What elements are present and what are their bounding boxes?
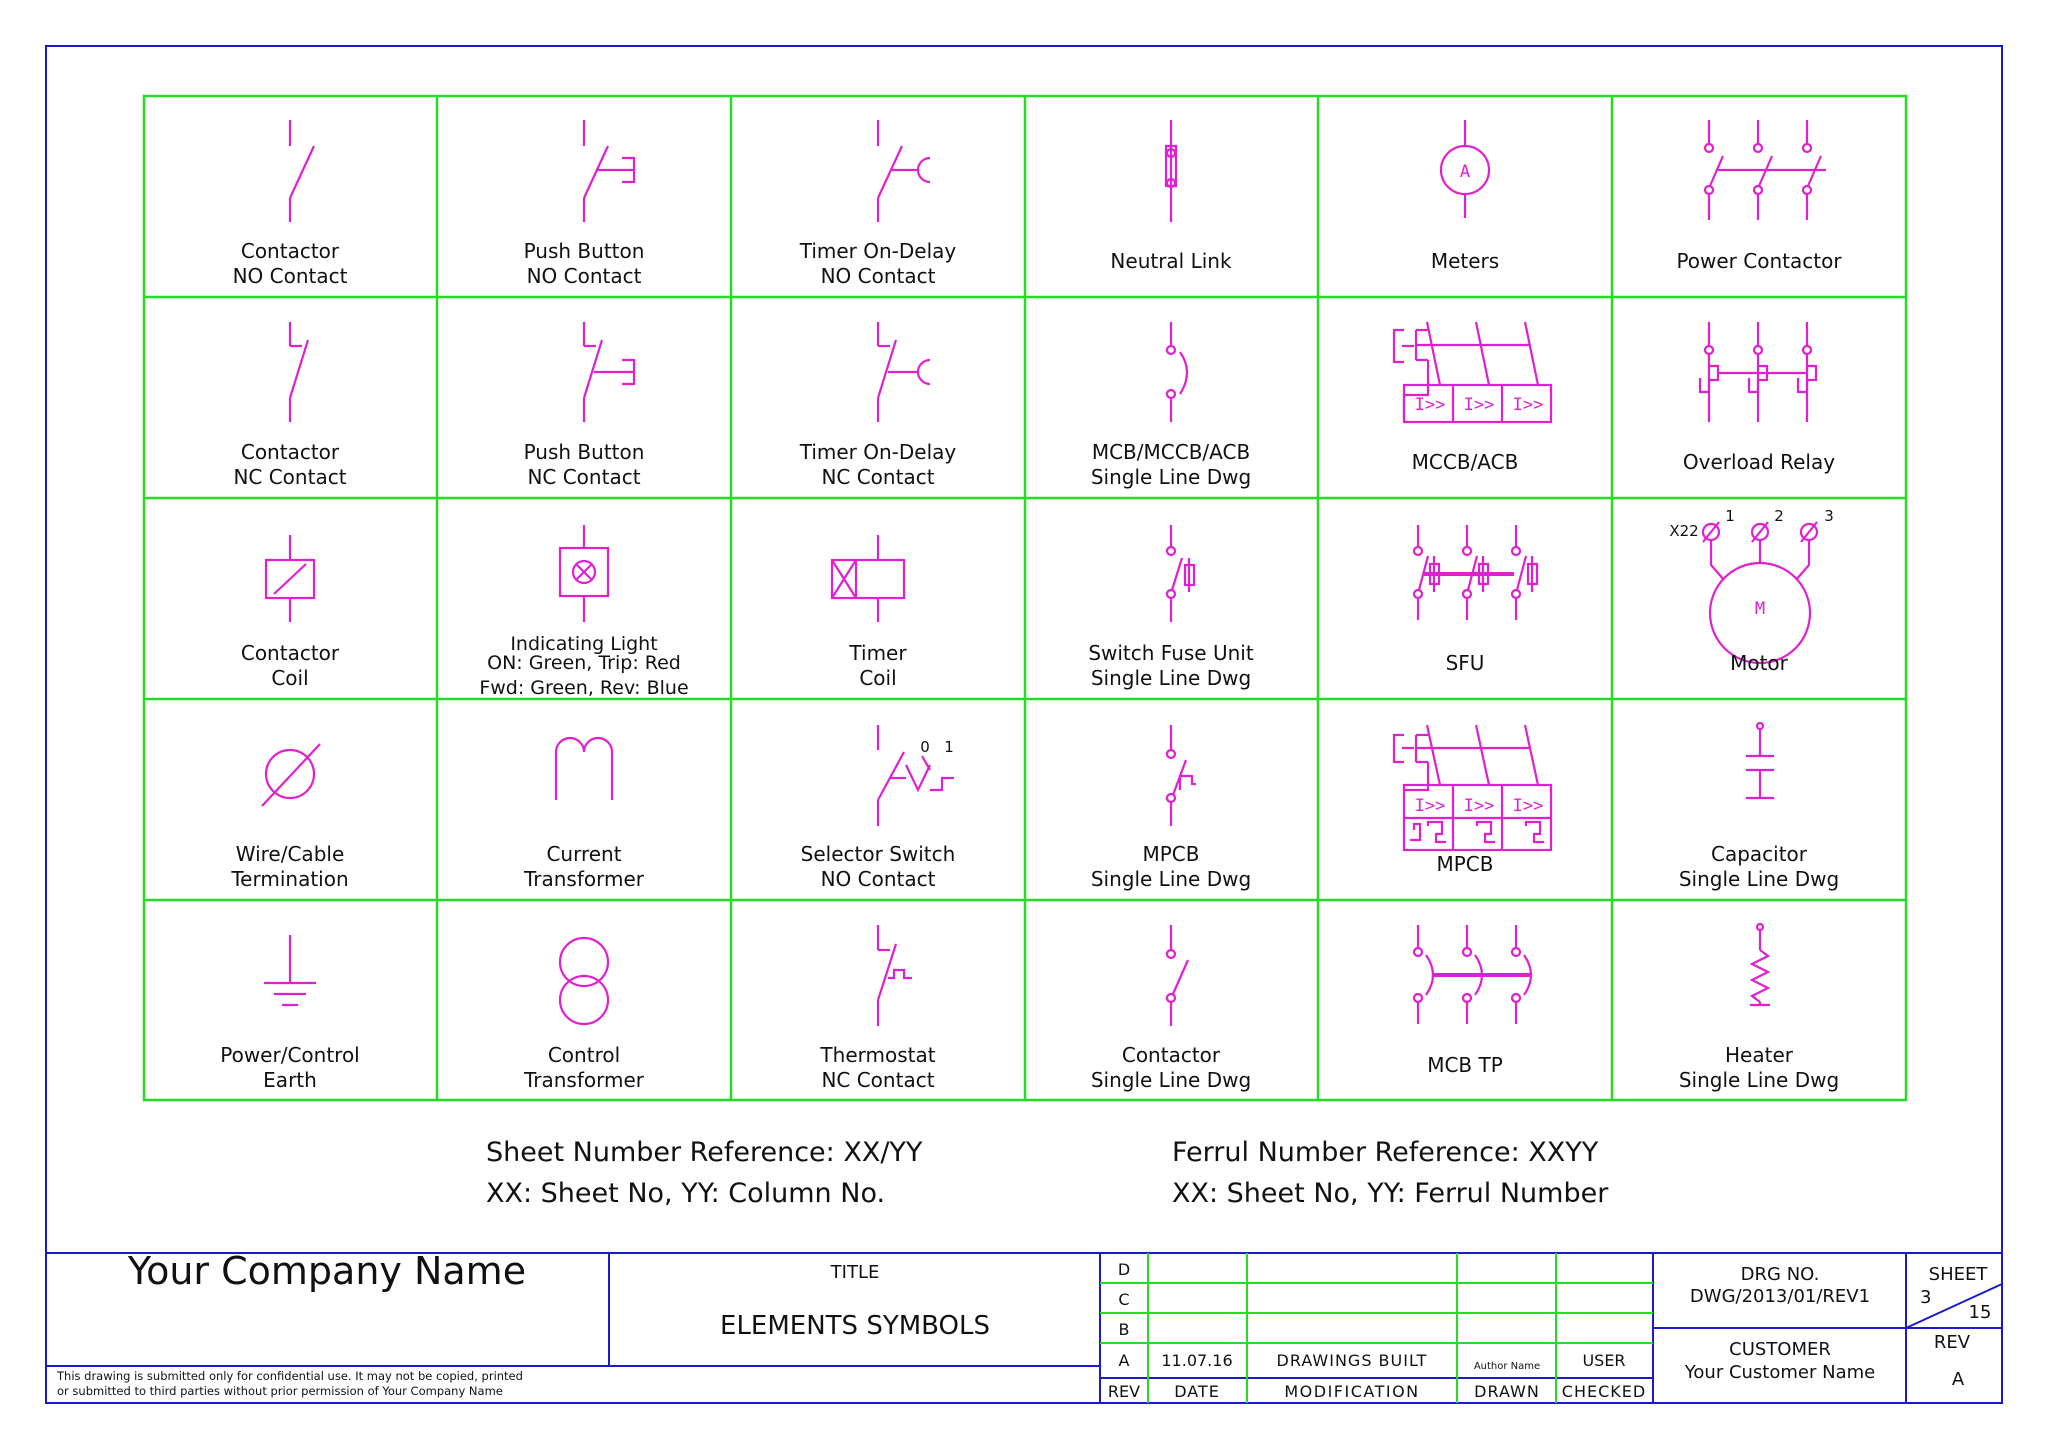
selector-switch-label-line2: NO Contact [820,867,936,891]
timer-ondelay-nc-symbol [878,322,930,422]
selector-switch-symbol [878,725,954,826]
current-transformer-label-line2: Transformer [523,867,645,891]
customer-label: CUSTOMER [1729,1339,1831,1360]
title-block [46,1249,2002,1403]
drg-number: DWG/2013/01/REV1 [1689,1286,1871,1307]
motor-phase-2: 2 [1774,507,1784,525]
motor-terminal-label: X22 [1669,522,1699,540]
mcb-tp-symbol [1414,925,1531,1024]
thermostat-label-line2: NC Contact [821,1068,935,1092]
rev-row-b: B [1118,1320,1130,1339]
references [486,1137,1609,1209]
rev-value: A [1951,1369,1965,1390]
drg-label: DRG NO. [1740,1264,1820,1285]
mpcb-single-line-label-line2: Single Line Dwg [1090,867,1252,891]
timer-ondelay-nc-label-line1: Timer On-Delay [799,440,957,464]
indicating-light-symbol [560,525,608,622]
motor-label-line1: Motor [1730,651,1788,675]
wire-termination-symbol [262,744,320,806]
pushbutton-no-symbol [584,120,634,222]
motor-symbol [1669,507,1833,663]
meters-label-line1: Meters [1430,249,1500,273]
mccb-acb-label-line1: MCCB/ACB [1411,450,1519,474]
rev-label: REV [1933,1332,1971,1353]
row-a-date: 11.07.16 [1161,1351,1233,1370]
current-transformer-label-line1: Current [546,842,622,866]
timer-coil-symbol [832,535,904,622]
selector-switch-label-line1: Selector Switch [800,842,956,866]
heater-symbol [1750,924,1770,1005]
control-transformer-label-line1: Control [547,1043,621,1067]
header-date: DATE [1174,1382,1220,1401]
heater-label-line2: Single Line Dwg [1678,1068,1840,1092]
contactor-no-label-line2: NO Contact [232,264,348,288]
header-checked: CHECKED [1561,1382,1647,1401]
power-contactor-symbol [1705,120,1826,220]
sheet-label: SHEET [1928,1264,1988,1285]
header-modification: MODIFICATION [1284,1382,1420,1401]
contactor-single-line-label-line1: Contactor [1121,1043,1221,1067]
timer-ondelay-no-symbol [878,120,930,222]
capacitor-label-line2: Single Line Dwg [1678,867,1840,891]
sheet-number: 3 [1920,1287,1932,1308]
mpcb-trip-2: I>> [1463,796,1495,816]
capacitor-label-line1: Capacitor [1710,842,1808,866]
symbol-grid [144,96,1906,1100]
sfu-label-line1: SFU [1445,651,1485,675]
earth-label-line2: Earth [263,1068,317,1092]
row-a-modification: DRAWINGS BUILT [1276,1351,1428,1370]
motor-phase-1: 1 [1725,507,1735,525]
mccb-trip-1: I>> [1414,395,1446,415]
control-transformer-symbol [560,938,608,1024]
earth-symbol [264,935,316,1005]
capacitor-symbol [1746,723,1774,798]
drawing-title: ELEMENTS SYMBOLS [720,1311,990,1341]
pushbutton-nc-label-line1: Push Button [523,440,645,464]
mpcb-single-line-label-line1: MPCB [1142,842,1200,866]
timer-coil-label-line2: Coil [859,666,897,690]
disclaimer-line1: This drawing is submitted only for confidential use. It may not be copied, printed [57,1369,523,1383]
timer-ondelay-no-label-line2: NO Contact [820,264,936,288]
mcb-single-line-label-line2: Single Line Dwg [1090,465,1252,489]
pushbutton-nc-symbol [584,322,634,422]
motor-phase-3: 3 [1824,507,1834,525]
switch-fuse-unit-label-line1: Switch Fuse Unit [1088,641,1254,665]
mpcb-symbol [1394,725,1551,850]
earth-label-line1: Power/Control [220,1043,360,1067]
ferrul-reference-line2: XX: Sheet No, YY: Ferrul Number [1172,1178,1609,1209]
header-rev: REV [1107,1382,1141,1401]
row-a-checked: USER [1582,1351,1626,1370]
rev-row-d: D [1117,1260,1131,1279]
contactor-single-line-label-line2: Single Line Dwg [1090,1068,1252,1092]
sheet-reference-line1: Sheet Number Reference: XX/YY [486,1137,923,1168]
mcb-tp-label-line1: MCB TP [1427,1053,1503,1077]
mcb-single-line-label-line1: MCB/MCCB/ACB [1091,440,1251,464]
switch-fuse-unit-symbol [1167,525,1194,622]
neutral-link-symbol [1166,120,1176,222]
pushbutton-nc-label-line2: NC Contact [527,465,641,489]
customer-name: Your Customer Name [1684,1362,1876,1383]
overload-relay-label-line1: Overload Relay [1682,450,1836,474]
mccb-trip-3: I>> [1512,395,1544,415]
wire-termination-label-line1: Wire/Cable [235,842,345,866]
selector-pos-0: 0 [920,738,930,756]
pushbutton-no-label-line1: Push Button [523,239,645,263]
rev-row-a: A [1118,1351,1130,1370]
rev-row-c: C [1118,1290,1130,1309]
motor-letter: M [1754,599,1766,619]
company-name: Your Company Name [127,1249,527,1293]
indicating-light-label-line2: ON: Green, Trip: Red [487,652,681,674]
overload-relay-symbol [1700,322,1816,422]
heater-label-line1: Heater [1725,1043,1793,1067]
power-contactor-label-line1: Power Contactor [1676,249,1842,273]
ferrul-reference-line1: Ferrul Number Reference: XXYY [1172,1137,1599,1168]
contactor-nc-label-line1: Contactor [240,440,340,464]
current-transformer-symbol [556,738,612,800]
sheet-total: 15 [1968,1302,1992,1323]
meter-symbol [1441,120,1489,218]
contactor-nc-label-line2: NC Contact [233,465,347,489]
mpcb-single-line-symbol [1167,725,1196,826]
switch-fuse-unit-label-line2: Single Line Dwg [1090,666,1252,690]
contactor-coil-symbol [266,535,314,622]
contactor-coil-label-line1: Contactor [240,641,340,665]
header-drawn: DRAWN [1474,1382,1540,1401]
control-transformer-label-line2: Transformer [523,1068,645,1092]
contactor-coil-label-line2: Coil [271,666,309,690]
disclaimer-line2: or submitted to third parties without prior permission of Your Company Name [57,1384,503,1398]
mccb-acb-symbol [1394,322,1551,422]
mccb-trip-2: I>> [1463,395,1495,415]
timer-ondelay-nc-label-line2: NC Contact [821,465,935,489]
thermostat-symbol [878,925,912,1026]
symbol-labels [220,239,1842,1092]
pushbutton-no-label-line2: NO Contact [526,264,642,288]
indicating-light-label-line3: Fwd: Green, Rev: Blue [479,677,689,699]
timer-coil-label-line1: Timer [849,641,907,665]
thermostat-label-line1: Thermostat [820,1043,936,1067]
contactor-no-label-line1: Contactor [240,239,340,263]
contactor-no-symbol [290,120,314,222]
mpcb-trip-1: I>> [1414,796,1446,816]
selector-pos-1: 1 [944,738,954,756]
wire-termination-label-line2: Termination [231,867,349,891]
timer-ondelay-no-label-line1: Timer On-Delay [799,239,957,263]
contactor-nc-symbol [290,322,308,422]
neutral-link-label-line1: Neutral Link [1110,249,1232,273]
mcb-single-line-symbol [1167,322,1187,422]
sheet-reference-line2: XX: Sheet No, YY: Column No. [486,1178,886,1209]
mpcb-label-line1: MPCB [1436,852,1494,876]
sfu-symbol [1414,525,1537,620]
mpcb-trip-3: I>> [1512,796,1544,816]
meter-letter: A [1459,162,1471,182]
title-label: TITLE [830,1262,880,1283]
indicating-light-label-line1: Indicating Light [510,633,658,655]
row-a-drawn: Author Name [1473,1361,1541,1372]
contactor-single-line-symbol [1167,925,1188,1026]
